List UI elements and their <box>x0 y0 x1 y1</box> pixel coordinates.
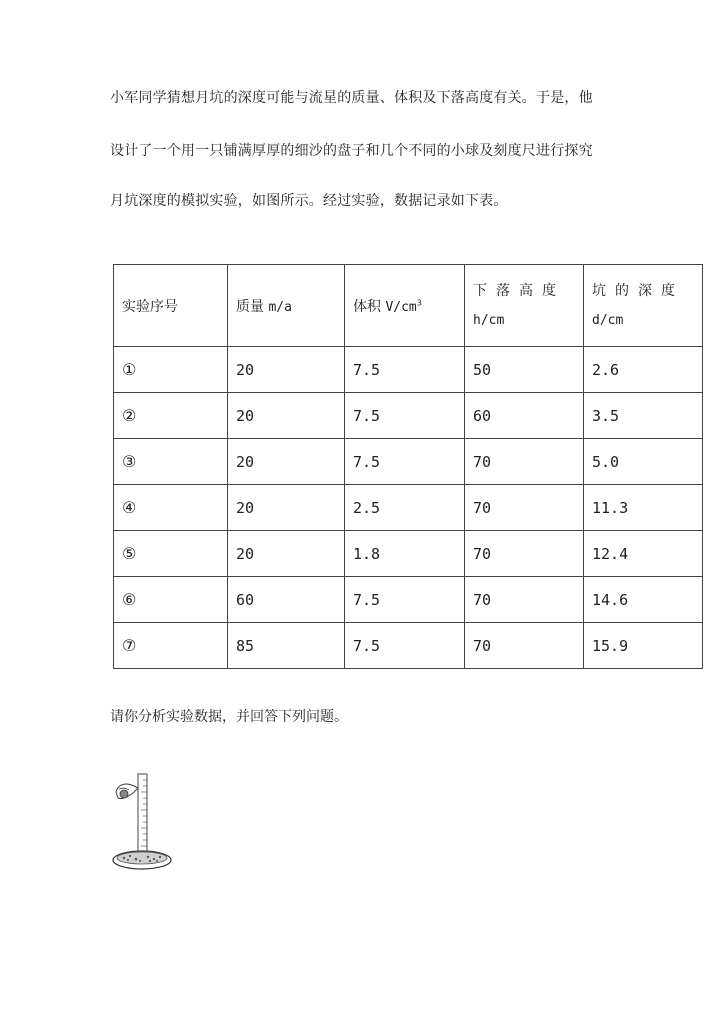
cell-mass: 20 <box>228 393 345 439</box>
cell-idx: ⑦ <box>114 623 228 669</box>
cell-mass: 20 <box>228 531 345 577</box>
table-row <box>114 439 703 485</box>
data-table <box>113 264 703 669</box>
table-header-row <box>114 265 703 347</box>
question-text: 请你分析实验数据，并回答下列问题。 <box>110 709 348 725</box>
cell-idx: ③ <box>114 439 228 485</box>
cell-height: 70 <box>465 485 584 531</box>
ruler-stand-sand-tray-icon <box>110 770 174 874</box>
cell-mass: 20 <box>228 485 345 531</box>
cell-idx: ② <box>114 393 228 439</box>
cell-height: 70 <box>465 577 584 623</box>
cell-depth: 14.6 <box>584 577 703 623</box>
cell-idx: ④ <box>114 485 228 531</box>
cell-depth: 2.6 <box>584 347 703 393</box>
intro-line-3: 月坑深度的模拟实验，如图所示。经过实验，数据记录如下表。 <box>110 193 508 209</box>
table-row <box>114 485 703 531</box>
table-row <box>114 393 703 439</box>
header-depth: 坑的深度 d/cm <box>584 265 703 347</box>
cell-mass: 60 <box>228 577 345 623</box>
cell-volume: 7.5 <box>345 347 465 393</box>
cell-idx: ⑥ <box>114 577 228 623</box>
cell-depth: 12.4 <box>584 531 703 577</box>
table-row <box>114 623 703 669</box>
cell-depth: 5.0 <box>584 439 703 485</box>
cell-volume: 7.5 <box>345 623 465 669</box>
header-mass: 质量 m/a <box>228 265 345 347</box>
cell-mass: 85 <box>228 623 345 669</box>
cell-idx: ① <box>114 347 228 393</box>
cell-idx: ⑤ <box>114 531 228 577</box>
table-row <box>114 577 703 623</box>
cell-height: 70 <box>465 439 584 485</box>
cell-height: 50 <box>465 347 584 393</box>
cell-volume: 7.5 <box>345 393 465 439</box>
table-row <box>114 347 703 393</box>
cell-volume: 7.5 <box>345 439 465 485</box>
intro-line-2: 设计了一个用一只铺满厚厚的细沙的盘子和几个不同的小球及刻度尺进行探究 <box>110 143 593 159</box>
table-row <box>114 531 703 577</box>
cell-volume: 2.5 <box>345 485 465 531</box>
cell-depth: 3.5 <box>584 393 703 439</box>
cell-depth: 15.9 <box>584 623 703 669</box>
header-height: 下落高度 h/cm <box>465 265 584 347</box>
cell-mass: 20 <box>228 347 345 393</box>
cell-height: 70 <box>465 623 584 669</box>
cell-height: 60 <box>465 393 584 439</box>
cell-volume: 1.8 <box>345 531 465 577</box>
header-volume: 体积 $V/cm^3$ <box>345 265 465 347</box>
header-seq: 实验序号 <box>114 265 228 347</box>
cell-volume: 7.5 <box>345 577 465 623</box>
cell-mass: 20 <box>228 439 345 485</box>
cell-depth: 11.3 <box>584 485 703 531</box>
cell-height: 70 <box>465 531 584 577</box>
intro-line-1: 小军同学猜想月坑的深度可能与流星的质量、体积及下落高度有关。于是，他 <box>110 90 593 106</box>
